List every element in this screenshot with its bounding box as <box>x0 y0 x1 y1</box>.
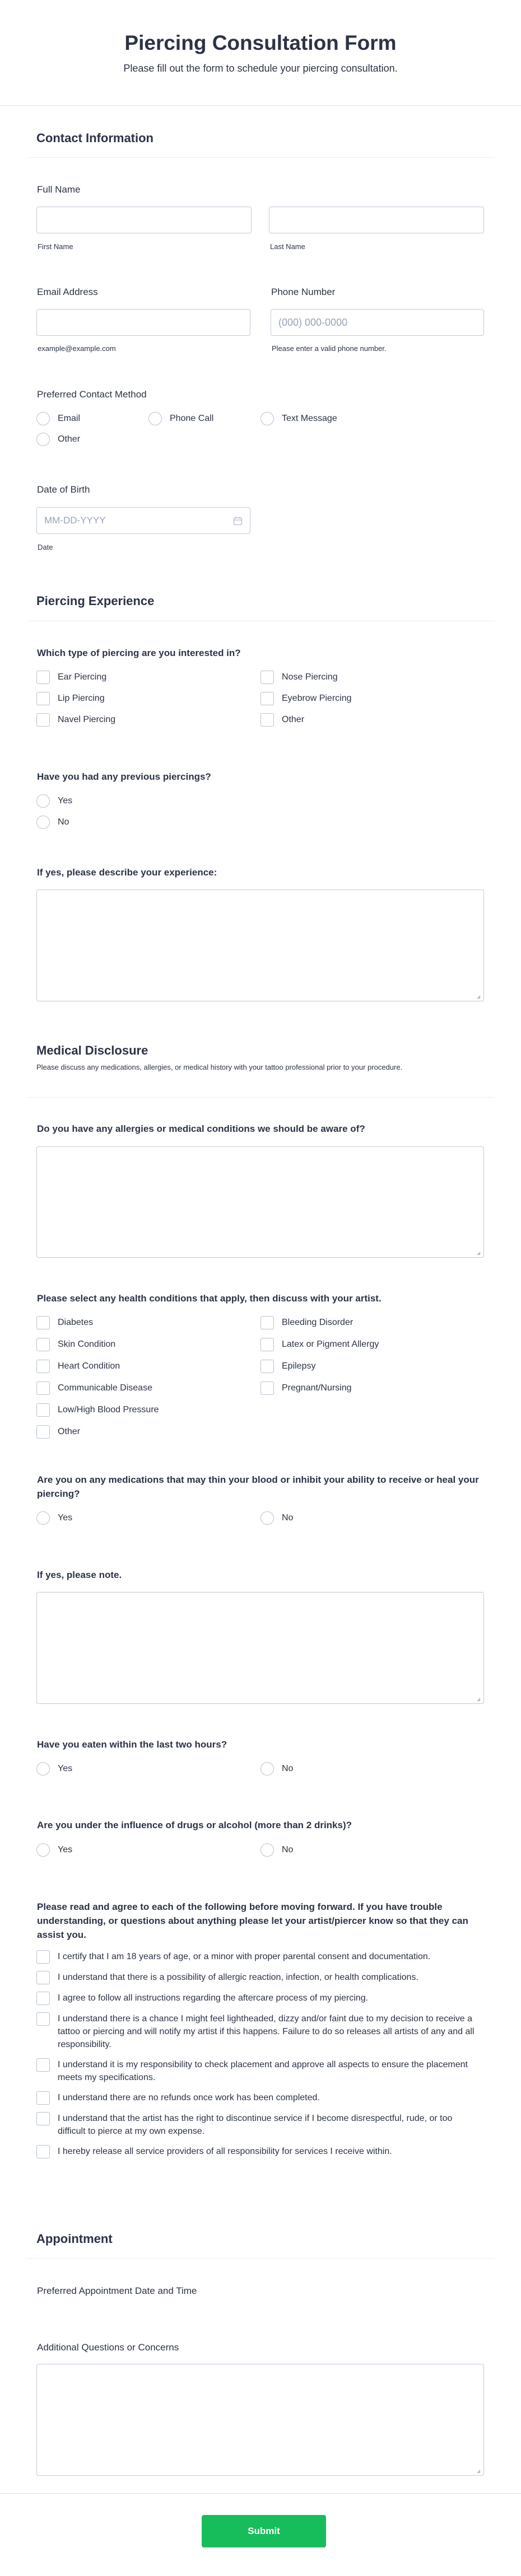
radio-option-label: Yes <box>58 1764 73 1773</box>
radio-option-label: No <box>282 1845 294 1854</box>
checkbox-option[interactable] <box>260 671 485 684</box>
radio-option[interactable] <box>148 412 260 425</box>
previous-piercings-label: Have you had any previous piercings? <box>37 771 211 782</box>
checkbox[interactable] <box>36 2058 50 2072</box>
health-conditions-checkbox-group <box>36 1316 485 1439</box>
header-divider <box>0 105 521 106</box>
phone-input[interactable] <box>271 309 484 336</box>
radio-option-label: No <box>282 1764 294 1773</box>
radio-option-label: Phone Call <box>170 414 214 423</box>
allergies-textarea[interactable] <box>36 1146 484 1258</box>
checkbox-option-label: I understand there are no refunds once work has been completed. <box>58 2093 320 2102</box>
checkbox[interactable] <box>260 1381 274 1395</box>
section-divider <box>26 1097 494 1098</box>
radio-button[interactable] <box>260 1843 274 1857</box>
checkbox-option-label: I understand there is a chance I might feel lightheaded, dizzy and/or faint due to my decision to receive a tattoo or piercing and will notify my artist if this happens. Failure to do so releases all artists of any and all responsibility. <box>58 2014 475 2049</box>
radio-option[interactable] <box>260 1511 485 1525</box>
previous-piercings-radio-group <box>36 794 260 829</box>
checkbox-option[interactable] <box>36 1338 260 1351</box>
checkbox-option[interactable] <box>36 2112 482 2138</box>
radio-option-label: Email <box>58 414 81 423</box>
checkbox-option-label: Latex or Pigment Allergy <box>282 1339 379 1349</box>
radio-option[interactable] <box>36 433 148 446</box>
checkbox[interactable] <box>260 692 274 705</box>
checkbox-option[interactable] <box>260 1338 485 1351</box>
resize-handle-icon[interactable]: ◢ <box>477 1250 481 1256</box>
radio-button[interactable] <box>260 412 274 425</box>
checkbox-option[interactable] <box>260 1316 485 1329</box>
radio-option[interactable] <box>36 1843 260 1857</box>
medications-note-textarea[interactable] <box>36 1592 484 1704</box>
agreement-checkbox-group <box>36 1950 482 2158</box>
dob-sublabel: Date <box>38 543 53 551</box>
radio-button[interactable] <box>260 1762 274 1776</box>
radio-option-label: No <box>58 817 69 827</box>
agreement-label: Please read and agree to each of the following before moving forward. If you have trouble understanding, or questions about anything please let your artist/piercer know so that they can assist you. <box>37 1901 468 1940</box>
checkbox-option[interactable] <box>36 2012 482 2051</box>
medications-label: Are you on any medications that may thin your blood or inhibit your ability to receive or heal your piercing? <box>37 1474 479 1499</box>
radio-button[interactable] <box>36 433 50 446</box>
allergies-label: Do you have any allergies or medical conditions we should be aware of? <box>37 1123 365 1134</box>
full-name-label: Full Name <box>37 184 81 195</box>
resize-handle-icon[interactable]: ◢ <box>477 994 481 999</box>
checkbox[interactable] <box>260 1316 274 1329</box>
checkbox[interactable] <box>36 1950 50 1964</box>
radio-option-label: Yes <box>58 1845 73 1854</box>
checkbox[interactable] <box>36 2091 50 2105</box>
checkbox-option[interactable] <box>260 713 485 727</box>
empty-cell <box>260 1403 485 1417</box>
checkbox-option-label: I understand that there is a possibility of allergic reaction, infection, or health complications. <box>58 1973 418 1982</box>
phone-label: Phone Number <box>271 287 336 297</box>
checkbox[interactable] <box>36 671 50 684</box>
checkbox-option[interactable] <box>36 2058 482 2084</box>
email-input[interactable] <box>36 309 250 336</box>
dob-label: Date of Birth <box>37 484 90 495</box>
checkbox-option[interactable] <box>36 1360 260 1373</box>
checkbox-option[interactable] <box>260 692 485 705</box>
radio-option[interactable] <box>260 412 373 425</box>
checkbox-option-label: Epilepsy <box>282 1361 316 1371</box>
additional-questions-textarea[interactable] <box>36 2364 484 2476</box>
checkbox-option-label: Other <box>58 1427 81 1436</box>
health-conditions-label: Please select any health conditions that apply, then discuss with your artist. <box>37 1293 382 1304</box>
radio-button[interactable] <box>260 1511 274 1525</box>
checkbox[interactable] <box>36 713 50 727</box>
footer-divider <box>0 2493 521 2494</box>
checkbox-option[interactable] <box>260 1381 485 1395</box>
last-name-input[interactable] <box>269 207 484 233</box>
eaten-radio-group <box>36 1762 485 1776</box>
checkbox-option-label: Low/High Blood Pressure <box>58 1405 159 1415</box>
checkbox[interactable] <box>260 1338 274 1351</box>
describe-experience-label: If yes, please describe your experience: <box>37 867 217 878</box>
checkbox[interactable] <box>260 1360 274 1373</box>
resize-handle-icon[interactable]: ◢ <box>477 2469 481 2474</box>
checkbox-option[interactable] <box>260 1360 485 1373</box>
checkbox-option-label: Nose Piercing <box>282 672 338 682</box>
radio-button[interactable] <box>36 1762 50 1776</box>
checkbox-option[interactable] <box>36 1971 482 1984</box>
checkbox-option[interactable] <box>36 1403 260 1417</box>
influence-radio-group <box>36 1843 485 1857</box>
radio-button[interactable] <box>36 1843 50 1857</box>
checkbox-option-label: Eyebrow Piercing <box>282 694 352 703</box>
checkbox[interactable] <box>36 1381 50 1395</box>
page-title: Piercing Consultation Form <box>124 31 397 54</box>
radio-option[interactable] <box>36 1762 260 1776</box>
checkbox-option[interactable] <box>36 1381 260 1395</box>
last-name-sublabel: Last Name <box>270 242 305 251</box>
checkbox[interactable] <box>36 2112 50 2125</box>
checkbox-option-label: Pregnant/Nursing <box>282 1383 352 1393</box>
checkbox[interactable] <box>36 1992 50 2005</box>
dob-placeholder: MM-DD-YYYY <box>44 515 106 526</box>
submit-button[interactable]: Submit <box>202 2515 326 2547</box>
checkbox-option[interactable] <box>36 1992 482 2005</box>
radio-option[interactable] <box>36 1511 260 1525</box>
checkbox-option-label: Skin Condition <box>58 1339 116 1349</box>
checkbox-option[interactable] <box>36 1425 260 1439</box>
checkbox-option-label: I certify that I am 18 years of age, or a minor with proper parental consent and documentation. <box>58 1952 431 1961</box>
checkbox-option-label: Communicable Disease <box>58 1383 152 1393</box>
radio-option-label: Other <box>58 434 81 444</box>
checkbox-option-label: I agree to follow all instructions regarding the aftercare process of my piercing. <box>58 1993 369 2003</box>
radio-option-label: No <box>282 1513 294 1523</box>
first-name-sublabel: First Name <box>38 242 73 251</box>
describe-experience-textarea[interactable] <box>36 889 484 1001</box>
phone-placeholder: (000) 000-0000 <box>278 316 348 328</box>
checkbox-option-label: I understand it is my responsibility to check placement and approve all aspects to ensure the placement meets my specifications. <box>58 2060 468 2082</box>
radio-button[interactable] <box>148 412 162 425</box>
checkbox-option-label: I understand that the artist has the right to discontinue service if I become disrespectful, rude, or too difficult to pierce at my own expense. <box>58 2114 453 2136</box>
checkbox-option-label: I hereby release all service providers of all responsibility for services I receive within. <box>58 2147 392 2156</box>
checkbox[interactable] <box>36 1360 50 1373</box>
dob-input[interactable] <box>36 507 250 534</box>
medications-radio-group <box>36 1511 485 1525</box>
first-name-input[interactable] <box>36 207 252 233</box>
radio-option[interactable] <box>260 1843 485 1857</box>
radio-button[interactable] <box>36 1511 50 1525</box>
section-divider <box>26 2258 494 2259</box>
checkbox-option-label: Diabetes <box>58 1318 94 1327</box>
calendar-icon[interactable] <box>233 516 243 526</box>
preferred-appointment-label: Preferred Appointment Date and Time <box>37 2285 197 2296</box>
email-sublabel: example@example.com <box>38 344 116 353</box>
radio-button[interactable] <box>36 816 50 829</box>
radio-button[interactable] <box>36 412 50 425</box>
checkbox[interactable] <box>36 1425 50 1439</box>
page-subtitle: Please fill out the form to schedule your piercing consultation. <box>123 63 398 74</box>
phone-sublabel: Please enter a valid phone number. <box>272 344 387 353</box>
checkbox-option-label: Other <box>282 715 305 724</box>
additional-questions-label: Additional Questions or Concerns <box>37 2342 179 2353</box>
checkbox-option-label: Navel Piercing <box>58 715 116 724</box>
checkbox-option[interactable] <box>36 671 260 684</box>
eaten-label: Have you eaten within the last two hours? <box>37 1739 227 1750</box>
checkbox[interactable] <box>36 2012 50 2026</box>
piercing-type-label: Which type of piercing are you interested in? <box>37 648 241 658</box>
checkbox-option[interactable] <box>36 1950 482 1964</box>
email-label: Email Address <box>37 287 98 297</box>
radio-option-label: Text Message <box>282 414 337 423</box>
checkbox[interactable] <box>36 1971 50 1984</box>
contact-method-radio-group <box>36 412 373 446</box>
checkbox[interactable] <box>260 713 274 727</box>
checkbox-option-label: Bleeding Disorder <box>282 1318 353 1327</box>
section-heading-experience: Piercing Experience <box>36 594 155 608</box>
checkbox[interactable] <box>36 2145 50 2158</box>
section-description-medical: Please discuss any medications, allergies, or medical history with your tattoo professional prior to your procedure. <box>36 1063 403 1071</box>
piercing-type-checkbox-group <box>36 671 485 727</box>
resize-handle-icon[interactable]: ◢ <box>477 1697 481 1702</box>
medications-note-label: If yes, please note. <box>37 1570 122 1580</box>
radio-option[interactable] <box>36 412 148 425</box>
checkbox-option[interactable] <box>36 692 260 705</box>
radio-option[interactable] <box>36 794 260 808</box>
radio-option[interactable] <box>260 1762 485 1776</box>
section-heading-medical: Medical Disclosure <box>36 1043 148 1057</box>
section-heading-contact: Contact Information <box>36 131 153 145</box>
radio-option-label: Yes <box>58 796 73 805</box>
checkbox-option[interactable] <box>36 1316 260 1329</box>
section-heading-appointment: Appointment <box>36 2232 113 2246</box>
section-divider <box>26 157 494 158</box>
checkbox[interactable] <box>36 1316 50 1329</box>
checkbox[interactable] <box>36 1338 50 1351</box>
radio-button[interactable] <box>36 794 50 808</box>
checkbox[interactable] <box>36 692 50 705</box>
radio-option-label: Yes <box>58 1513 73 1523</box>
checkbox[interactable] <box>36 1403 50 1417</box>
contact-method-label: Preferred Contact Method <box>37 389 147 400</box>
checkbox-option-label: Lip Piercing <box>58 694 105 703</box>
checkbox[interactable] <box>260 671 274 684</box>
radio-option[interactable] <box>36 816 260 829</box>
checkbox-option[interactable] <box>36 713 260 727</box>
checkbox-option[interactable] <box>36 2091 482 2105</box>
checkbox-option-label: Heart Condition <box>58 1361 120 1371</box>
checkbox-option[interactable] <box>36 2145 482 2158</box>
influence-label: Are you under the influence of drugs or alcohol (more than 2 drinks)? <box>37 1820 352 1830</box>
checkbox-option-label: Ear Piercing <box>58 672 107 682</box>
